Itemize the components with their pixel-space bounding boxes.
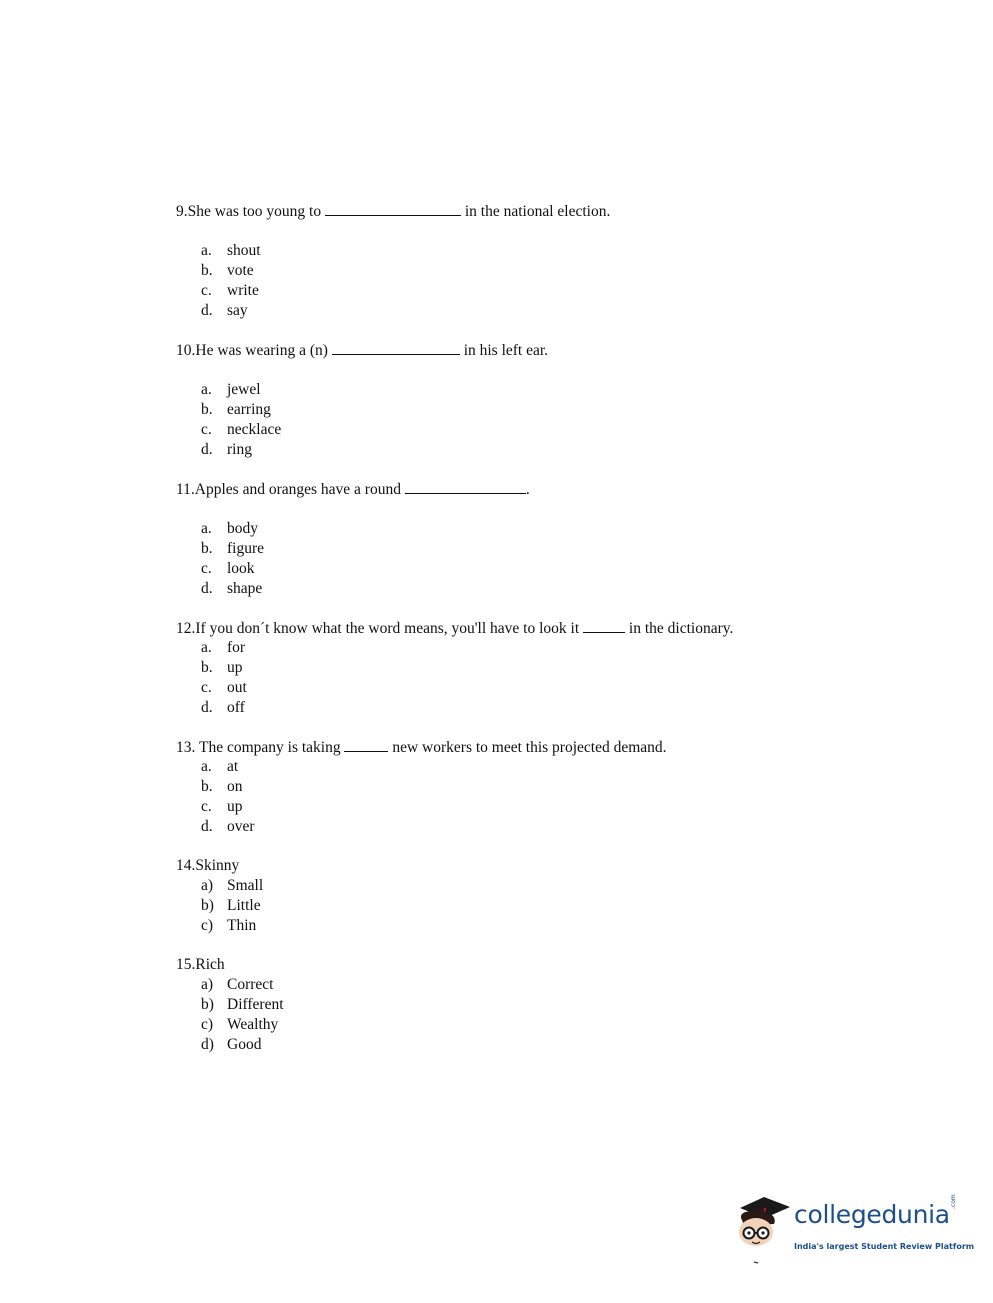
question-text: 12.If you don´t know what the word means, you'll have to look it in the dictionary. [176, 620, 734, 637]
option-c: c) Wealthy [201, 1016, 279, 1033]
answer-blank [332, 340, 460, 355]
question-15 [176, 955, 876, 1055]
option-d: d. say [201, 302, 248, 319]
option-a: a. jewel [201, 381, 261, 398]
question-14 [176, 856, 876, 936]
option-a: a. shout [201, 242, 261, 259]
answer-blank [405, 479, 526, 494]
option-c: c. necklace [201, 421, 282, 438]
option-d: d. shape [201, 580, 263, 597]
option-b: b. up [201, 659, 243, 676]
option-a: a) Small [201, 877, 264, 894]
answer-options [201, 876, 901, 936]
option-c: c. out [201, 679, 247, 696]
answer-options [201, 975, 901, 1055]
option-d: d. off [201, 699, 245, 716]
option-c: c) Thin [201, 917, 257, 934]
option-d: d) Good [201, 1036, 262, 1053]
answer-blank [344, 737, 388, 752]
brand-tagline: India's largest Student Review Platform [794, 1242, 975, 1251]
collegedunia-logo[interactable] [734, 1194, 975, 1270]
brand-domain-suffix: .com [950, 1194, 957, 1209]
option-d: d. ring [201, 441, 252, 458]
option-b: b. earring [201, 401, 271, 418]
option-c: c. write [201, 282, 259, 299]
question-11 [176, 479, 876, 599]
answer-options [201, 241, 901, 321]
question-9 [176, 201, 876, 321]
option-b: b) Different [201, 996, 284, 1013]
option-a: a) Correct [201, 976, 274, 993]
option-b: b) Little [201, 897, 261, 914]
question-text: 15.Rich [176, 956, 225, 973]
option-d: d. over [201, 818, 255, 835]
answer-options [201, 519, 901, 599]
option-c: c. look [201, 560, 255, 577]
option-b: b. on [201, 778, 243, 795]
question-12 [176, 618, 876, 718]
answer-options [201, 638, 901, 718]
option-a: a. for [201, 639, 246, 656]
question-text: 11.Apples and oranges have a round . [176, 481, 530, 498]
answer-options [201, 757, 901, 837]
option-c: c. up [201, 798, 243, 815]
option-b: b. vote [201, 262, 254, 279]
question-text: 13. The company is taking new workers to meet this projected demand. [176, 739, 667, 756]
question-10 [176, 340, 876, 460]
graduate-mascot-icon [734, 1194, 794, 1270]
answer-blank [583, 618, 625, 633]
answer-blank [325, 201, 461, 216]
answer-options [201, 380, 901, 460]
option-a: a. body [201, 520, 258, 537]
option-a: a. at [201, 758, 239, 775]
brand-name: collegedunia [794, 1200, 950, 1229]
question-text: 14.Skinny [176, 857, 240, 874]
question-text: 10.He was wearing a (n) in his left ear. [176, 342, 549, 359]
question-text: 9.She was too young to in the national election. [176, 203, 611, 220]
option-b: b. figure [201, 540, 265, 557]
question-13 [176, 737, 876, 837]
